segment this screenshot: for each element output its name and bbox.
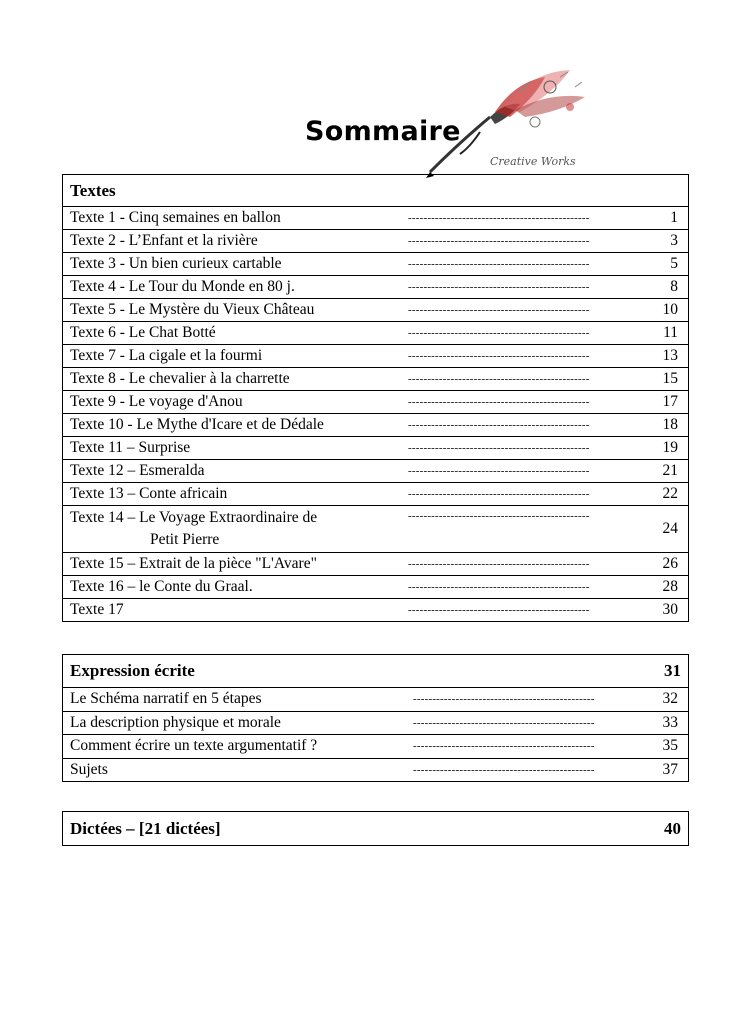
toc-row-leader: ----------------------------------------------- (413, 716, 595, 729)
toc-row-page: 33 (662, 713, 678, 731)
logo-signature: Creative Works (490, 155, 576, 168)
toc-row-leader: ----------------------------------------------- (408, 327, 590, 339)
toc-row (63, 299, 688, 322)
toc-row (63, 414, 688, 437)
toc-row (63, 230, 688, 253)
toc-row-page: 35 (662, 737, 678, 755)
toc-row (63, 576, 688, 599)
toc-row (63, 506, 688, 553)
toc-row-label: Sujets (70, 760, 108, 778)
toc-row-label: Comment écrire un texte argumentatif ? (70, 737, 318, 755)
toc-row-label: Texte 11 – Surprise (70, 439, 191, 456)
toc-row-label: Texte 7 - La cigale et la fourmi (70, 347, 263, 364)
toc-row (63, 368, 688, 391)
toc-row (63, 276, 688, 299)
toc-row (63, 391, 688, 414)
toc-row-label: Texte 1 - Cinq semaines en ballon (70, 209, 281, 226)
toc-row-label: Texte 8 - Le chevalier à la charrette (70, 370, 290, 387)
toc-row (63, 345, 688, 368)
toc-row-label: Texte 6 - Le Chat Botté (70, 324, 216, 341)
toc-row-label: Texte 12 – Esmeralda (70, 462, 205, 479)
toc-row-label: Texte 4 - Le Tour du Monde en 80 j. (70, 278, 295, 295)
toc-row-page: 24 (662, 520, 678, 537)
expression-heading: Expression écrite 31 (63, 655, 688, 688)
toc-row-leader: ----------------------------------------------- (408, 281, 590, 293)
toc-row-label: Texte 13 – Conte africain (70, 485, 228, 502)
toc-row-leader: ----------------------------------------------- (408, 558, 590, 570)
toc-row-leader: ----------------------------------------------- (408, 581, 590, 593)
toc-row-leader: ----------------------------------------------- (408, 488, 590, 500)
toc-row-leader: ----------------------------------------------- (408, 373, 590, 385)
toc-row-page: 11 (663, 324, 678, 341)
toc-row-page: 5 (670, 255, 678, 272)
toc-row (63, 253, 688, 276)
toc-row-page: 28 (662, 578, 678, 595)
toc-row-leader: ----------------------------------------------- (408, 304, 590, 316)
dictees-heading: Dictées – [21 dictées] 40 (70, 818, 681, 838)
expression-table (62, 654, 689, 782)
toc-row-label: Texte 15 – Extrait de la pièce "L'Avare" (70, 555, 317, 572)
toc-row-leader: ----------------------------------------------- (408, 419, 590, 431)
toc-row-label: La description physique et morale (70, 713, 281, 731)
toc-row-label: Texte 2 - L’Enfant et la rivière (70, 232, 258, 249)
toc-row-label: Texte 17 (70, 601, 124, 618)
toc-row-label: Texte 16 – le Conte du Graal. (70, 578, 253, 595)
toc-row-page: 1 (670, 209, 678, 226)
textes-heading: Textes (63, 175, 688, 207)
toc-row-page: 26 (662, 555, 678, 572)
toc-row-leader: ----------------------------------------------- (408, 235, 590, 247)
toc-row (63, 483, 688, 506)
toc-row-page: 13 (662, 347, 678, 364)
toc-row-label: Texte 14 – Le Voyage Extraordinaire de Petit Pierre (70, 509, 318, 548)
toc-row (63, 322, 688, 345)
toc-row-label: Texte 10 - Le Mythe d'Icare et de Dédale (70, 416, 324, 433)
page-title: Sommaire (305, 116, 461, 147)
toc-row-leader: ----------------------------------------------- (408, 465, 590, 477)
toc-row-page: 32 (662, 690, 678, 708)
toc-row-leader: ----------------------------------------------- (408, 258, 590, 270)
toc-row-page: 8 (670, 278, 678, 295)
toc-row-page: 3 (670, 232, 678, 249)
toc-row-page: 17 (662, 393, 678, 410)
toc-row-page: 15 (662, 370, 678, 387)
toc-row-page: 10 (662, 301, 678, 318)
toc-row (63, 688, 688, 712)
toc-row (63, 735, 688, 759)
toc-row-label: Texte 9 - Le voyage d'Anou (70, 393, 243, 410)
toc-row (63, 437, 688, 460)
toc-row-leader: ----------------------------------------------- (408, 604, 590, 616)
toc-row-page: 22 (662, 485, 678, 502)
toc-row-leader: ----------------------------------------------- (408, 212, 590, 224)
toc-row-page: 19 (662, 439, 678, 456)
toc-row-leader: ----------------------------------------------- (408, 510, 590, 522)
toc-row (63, 553, 688, 576)
toc-row-label: Texte 3 - Un bien curieux cartable (70, 255, 282, 272)
toc-row-label: Texte 5 - Le Mystère du Vieux Château (70, 301, 315, 318)
toc-row-page: 30 (662, 601, 678, 618)
toc-row-leader: ----------------------------------------------- (413, 763, 595, 776)
toc-row-leader: ----------------------------------------------- (413, 693, 595, 706)
toc-row-page: 37 (662, 760, 678, 778)
toc-row (63, 460, 688, 483)
toc-row-page: 21 (662, 462, 678, 479)
toc-row-leader: ----------------------------------------------- (408, 396, 590, 408)
toc-row (63, 599, 688, 621)
toc-row-leader: ----------------------------------------------- (413, 740, 595, 753)
toc-row (63, 207, 688, 230)
toc-row-page: 18 (662, 416, 678, 433)
toc-row-label: Le Schéma narratif en 5 étapes (70, 690, 262, 708)
toc-row (63, 712, 688, 736)
textes-table (62, 174, 689, 622)
toc-row (63, 759, 688, 782)
dictees-table (62, 811, 689, 846)
toc-row-leader: ----------------------------------------------- (408, 442, 590, 454)
toc-row-leader: ----------------------------------------------- (408, 350, 590, 362)
